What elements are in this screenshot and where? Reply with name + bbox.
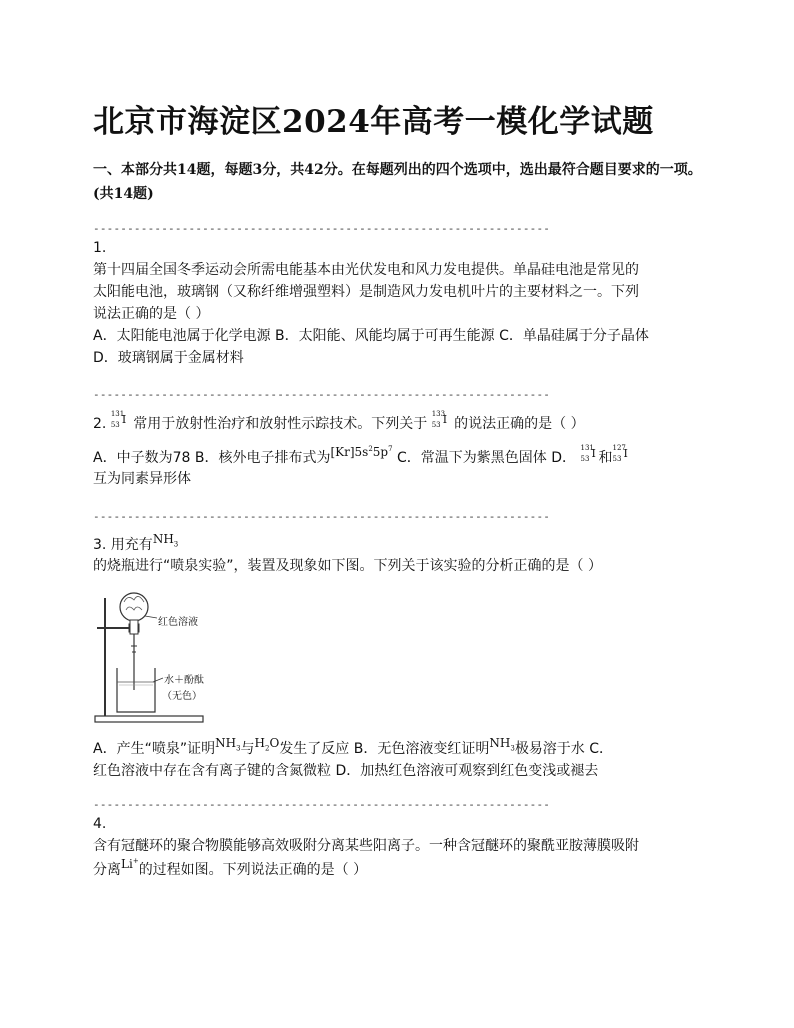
q1-options-1: A．太阳能电池属于化学电源 B．太阳能、风能均属于可再生能源 C．单晶硅属于分子晶体	[93, 328, 649, 344]
electron-config: $[Kr]5s^25p^7$	[330, 445, 393, 459]
q2-options	[93, 446, 631, 468]
separator: -------------------------------------------------------------------	[93, 798, 551, 811]
q4-number: 4.	[93, 816, 107, 832]
q3-line-1: 3. 用充有$NH_3$	[93, 532, 179, 553]
separator: -------------------------------------------------------------------	[93, 388, 551, 401]
q2-option-ab: A．中子数为78 B．核外电子排布式为	[93, 450, 331, 466]
separator: -------------------------------------------------------------------	[93, 510, 551, 523]
fountain-apparatus-diagram	[93, 590, 233, 730]
q4-line-2: 分离Li+的过程如图。下列说法正确的是（ ）	[93, 857, 368, 878]
q2-line-3: 互为同素异形体	[93, 471, 191, 487]
q2-text-1: 常用于放射性治疗和放射性示踪技术。下列关于	[133, 416, 428, 432]
separator: -------------------------------------------------------------------	[93, 222, 551, 235]
q2-and: 和	[598, 450, 613, 466]
label-water-phenolphthalein: 水＋酚酞	[164, 675, 204, 686]
q2-option-cd: C．常温下为紫黑色固体 D．	[397, 450, 577, 466]
label-red-solution: 红色溶液	[158, 617, 198, 628]
q1-options-2: D．玻璃钢属于金属材料	[93, 350, 244, 366]
q3-line-2: 的烧瓶进行“喷泉实验”，装置及现象如下图。下列关于该实验的分析正确的是（ ）	[93, 558, 602, 574]
q2-number: 2.	[93, 416, 107, 432]
h2o-formula: $H_2O$	[254, 736, 280, 753]
section-header: 一、本部分共14题，每题3分，共42分。在每题列出的四个选项中，选出最符合题目要求的一项。(共14题)	[93, 162, 702, 202]
iodine-127-symbol: 127 53 I	[612, 444, 628, 463]
nh3-formula: $NH_3$	[215, 736, 241, 753]
iodine-131-symbol: 131 53 I	[580, 444, 596, 463]
nh3-formula: $NH_3$	[489, 736, 515, 753]
page-title: 北京市海淀区2024年高考一模化学试题	[93, 104, 654, 140]
q2-text-2: 的说法正确的是（ ）	[454, 416, 585, 432]
iodine-131-symbol: 131 53 I	[110, 410, 127, 429]
nh3-formula: $NH_3$	[152, 532, 179, 549]
li-ion-formula: Li+	[121, 857, 139, 871]
q1-line-1: 第十四届全国冬季运动会所需电能基本由光伏发电和风力发电提供。单晶硅电池是常见的	[93, 262, 639, 278]
q3-options-1: A．产生“喷泉”证明$NH_3$与$H_2O$发生了反应 B．无色溶液变红证明$NH_3$极易溶于水 C．	[93, 736, 614, 757]
q1-line-3: 说法正确的是（ ）	[93, 306, 210, 322]
q1-line-2: 太阳能电池，玻璃钢（又称纤维增强塑料）是制造风力发电机叶片的主要材料之一。下列	[93, 284, 639, 300]
label-colorless: （无色）	[162, 691, 202, 702]
q4-line-1: 含有冠醚环的聚合物膜能够高效吸附分离某些阳离子。一种含冠醚环的聚酰亚胺薄膜吸附	[93, 838, 639, 854]
q2-stem	[93, 412, 585, 434]
q3-options-2: 红色溶液中存在含有离子键的含氮微粒 D．加热红色溶液可观察到红色变浅或褪去	[93, 763, 599, 779]
q1-number: 1.	[93, 240, 107, 256]
iodine-133-symbol: 133 53 I	[431, 410, 448, 429]
